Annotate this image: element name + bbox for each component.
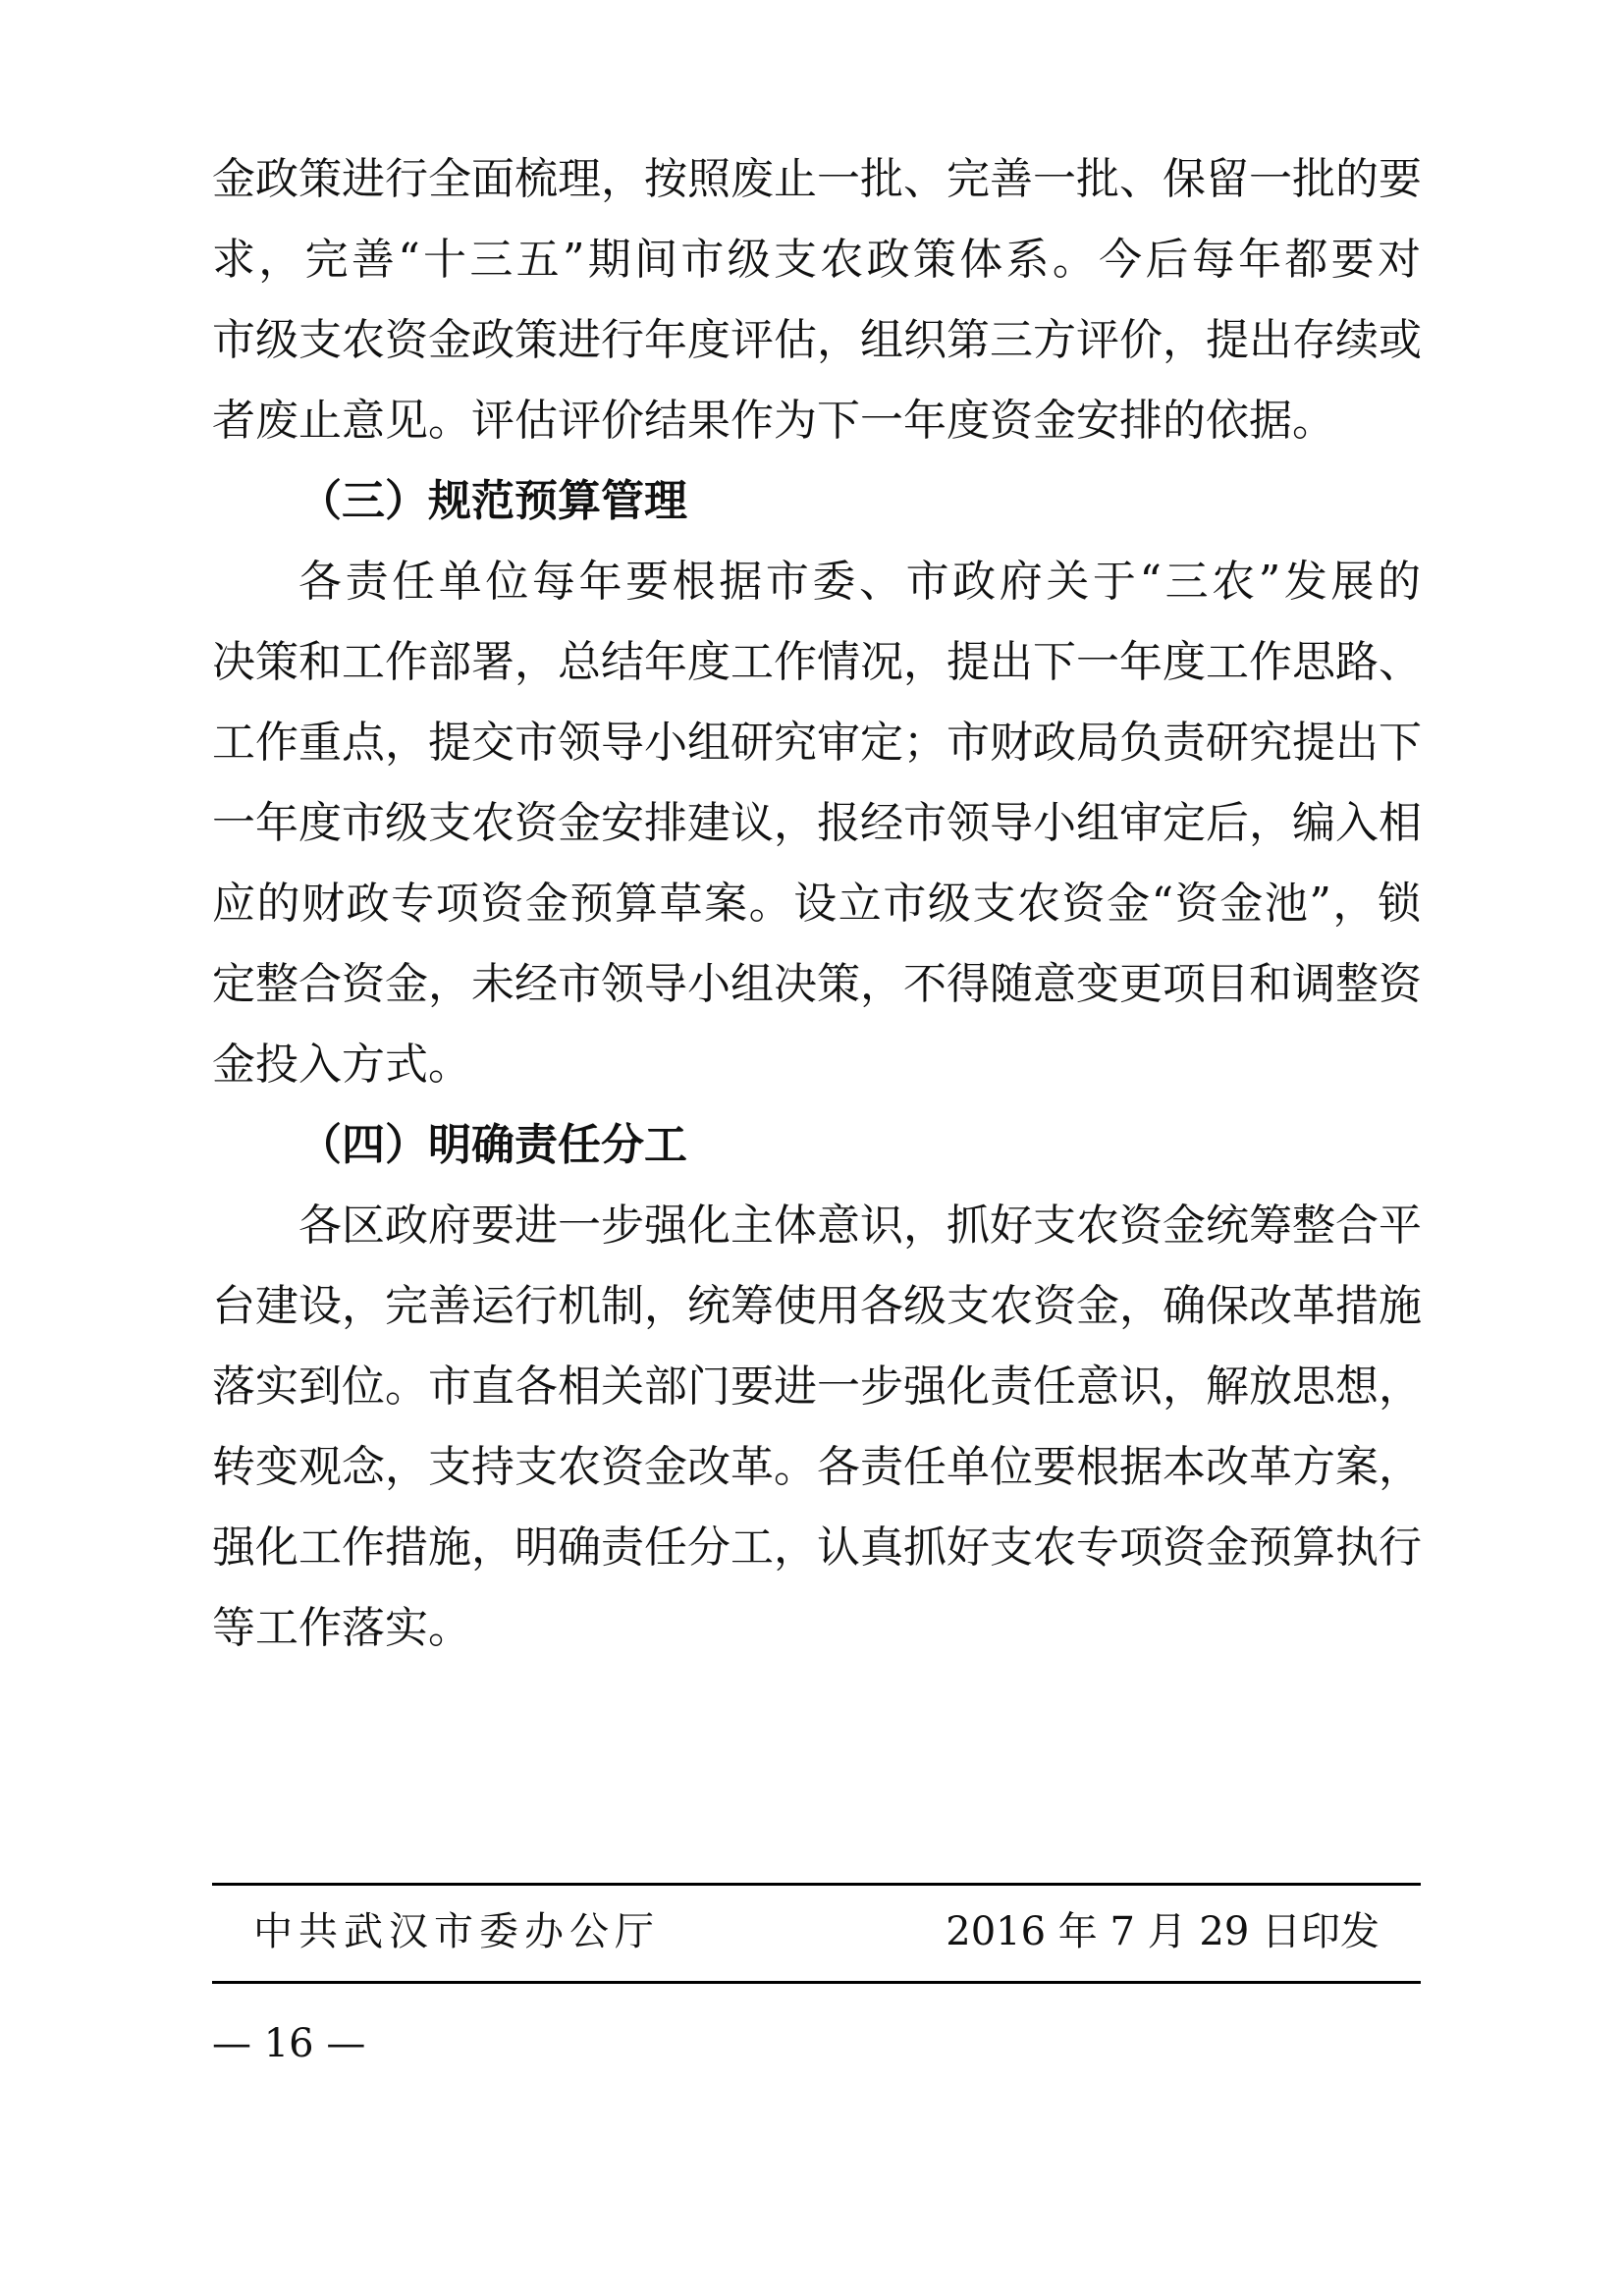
body-line: 各责任单位每年要根据市委、市政府关于“三农”发展的	[298, 557, 1421, 607]
body-line: 一年度市级支农资金安排建议，报经市领导小组审定后，编入相	[212, 798, 1422, 848]
section-heading-4: （四）明确责任分工	[298, 1120, 687, 1170]
body-line: 定整合资金，未经市领导小组决策，不得随意变更项目和调整资	[212, 959, 1422, 1009]
body-line: 落实到位。市直各相关部门要进一步强化责任意识，解放思想，	[212, 1362, 1422, 1412]
page-number: — 16 —	[212, 2021, 366, 2066]
body-line: 转变观念，支持支农资金改革。各责任单位要根据本改革方案，	[212, 1442, 1422, 1492]
section-heading-3: （三）规范预算管理	[298, 476, 687, 526]
footer-top-rule	[212, 1883, 1421, 1886]
body-line: 求，完善“十三五”期间市级支农政策体系。今后每年都要对	[212, 235, 1421, 285]
body-line: 等工作落实。	[212, 1603, 471, 1653]
issuer-name: 中共武汉市委办公厅	[253, 1909, 660, 1954]
footer-bottom-rule	[212, 1981, 1421, 1984]
body-line: 强化工作措施，明确责任分工，认真抓好支农专项资金预算执行	[212, 1522, 1422, 1573]
issue-date: 2016 年 7 月 29 日印发	[946, 1909, 1380, 1954]
body-line: 应的财政专项资金预算草案。设立市级支农资金“资金池”，锁	[212, 879, 1421, 929]
body-line: 台建设，完善运行机制，统筹使用各级支农资金，确保改革措施	[212, 1281, 1422, 1331]
body-line: 工作重点，提交市领导小组研究审定；市财政局负责研究提出下	[212, 718, 1422, 768]
body-line: 金投入方式。	[212, 1040, 471, 1090]
body-line: 决策和工作部署，总结年度工作情况，提出下一年度工作思路、	[212, 637, 1422, 687]
body-line: 各区政府要进一步强化主体意识，抓好支农资金统筹整合平	[298, 1201, 1422, 1251]
body-line: 者废止意见。评估评价结果作为下一年度资金安排的依据。	[212, 396, 1335, 446]
body-line: 市级支农资金政策进行年度评估，组织第三方评价，提出存续或	[212, 315, 1422, 365]
body-line: 金政策进行全面梳理，按照废止一批、完善一批、保留一批的要	[212, 154, 1422, 204]
